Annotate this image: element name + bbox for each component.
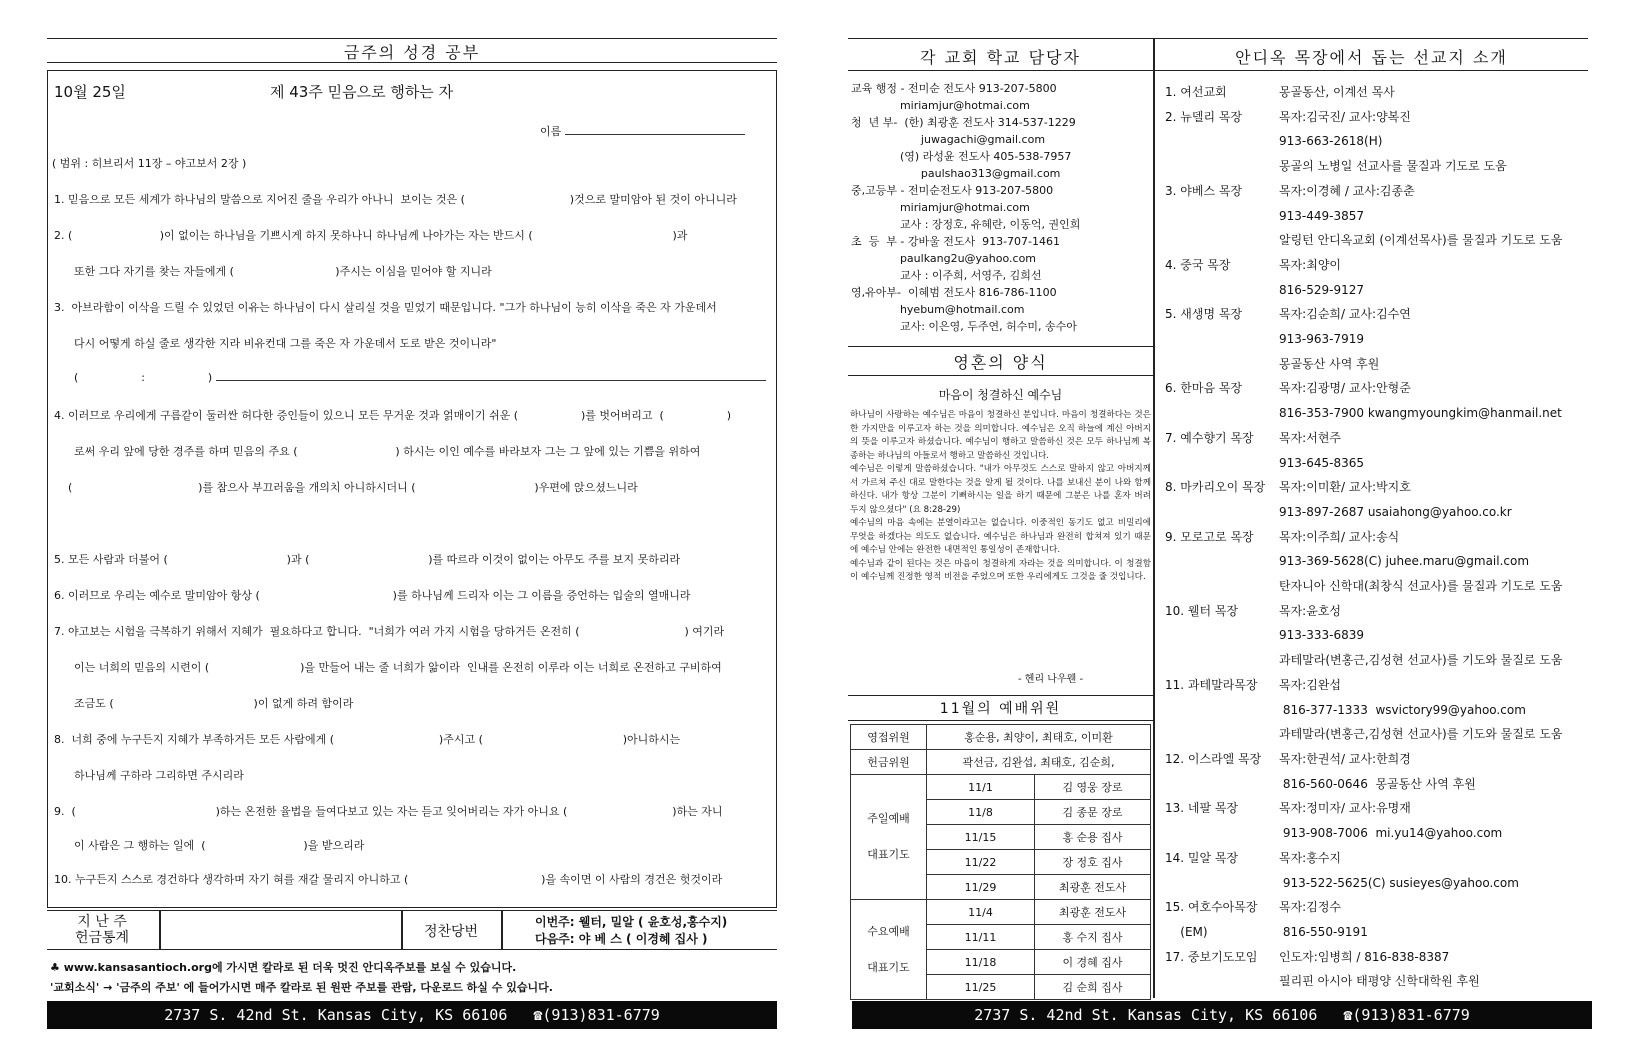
mission-detail: 목자:이주희/ 교사:송식 [1279,529,1400,544]
mission-item [1165,599,1585,624]
mission-detail: 913-369-5628(C) juhee.maru@gmail.com [1279,554,1530,569]
sunday-date: 11/8 [927,800,1035,825]
mission-item [1165,648,1585,673]
praise-duty-schedule [535,914,727,948]
mission-item [1165,673,1585,698]
mission-detail: 목자:이미환/ 교사:박지호 [1279,480,1411,495]
mission-item [1165,154,1585,179]
question-6: 6. 이러므로 우리는 예수로 말미암아 항상 ( )를 하나님께 드리자 이는 그 이름을 증언하는 입술의 열매니라 [54,589,691,602]
staff-line: paulkang2u@yahoo.com [851,252,1037,265]
meditation-paragraph: 예수님과 같이 된다는 것은 마음이 청결하게 자라는 것을 의미합니다. 이 청결함이 예수님께 진정한 영적 비전을 주었으며 또한 우리에게도 그것을 줄 것입니다. [850,558,1151,582]
meditation-rule [848,346,1153,347]
worship-rule [848,695,1153,696]
table-row [851,900,1151,925]
answer-line [216,380,766,381]
meditation-paragraph: 예수님은 이렇게 말씀하셨습니다. "내가 아무것도 스스로 말하지 않고 아버지께서 가르쳐 주신 대로 말한다는 것을 알게 될 것이다. 나를 보내신 분이 나와 함께 하신다. 내가 항상 그분이 기뻐하시는 일을 하기 때문에 그분은 나를 혼자 버려 두지 않으셨다" (요 8:28-29) [850,464,1151,515]
staff-line: paulshao313@gmail.com [851,167,1061,180]
lesson-date: 10월 25일 [54,83,126,101]
mission-item [1165,204,1585,229]
mission-detail: 몽골의 노병일 선교사를 물질과 기도로 도움 [1279,159,1507,174]
mission-group: 15. 여호수아목장 [1165,900,1258,915]
mission-group: 7. 예수향기 목장 [1165,430,1254,445]
wed-label-2: 대표기도 [867,960,910,974]
mission-detail: 알링턴 안디옥교회 (이계선목사)를 물질과 기도로 도움 [1279,233,1563,248]
mission-item [1165,623,1585,648]
offering-label [47,914,157,946]
offering-bar [47,910,777,950]
mission-detail: 913-449-3857 [1279,208,1365,223]
mission-detail: 913-645-8365 [1279,455,1365,470]
mission-group: 4. 중국 목장 [1165,257,1231,272]
mission-detail: 필리핀 아시아 태평양 신학대학원 후원 [1279,974,1480,989]
staff-title: 각 교회 학교 담당자 [920,48,1081,67]
question-8b: 하나님께 구하라 그리하면 주시리라 [74,769,244,782]
meditation-rule [848,375,1153,376]
mission-group: (EM) [1165,924,1208,939]
staff-list [851,80,1151,335]
meditation-subtitle: 마음이 청결하신 예수님 [938,388,1063,402]
question-5: 5. 모든 사람과 더불어 ( )과 ( )를 따르라 이것이 없이는 아무도 주를 보지 못하리라 [54,553,681,566]
wed-name: 김 순희 집사 [1035,975,1151,1000]
mission-detail: 목자:윤호성 [1279,603,1342,618]
scope: ( 범위 : 히브리서 11장 – 야고보서 2장 ) [52,157,247,170]
mission-group: 9. 모로고로 목장 [1165,529,1254,544]
footer-bar [852,1001,1592,1029]
top-rule [47,38,777,39]
this-week-duty: 이번주: 웰터, 밀알 ( 윤호성,홍수지) [535,915,728,929]
mission-detail: 816-529-9127 [1279,282,1365,297]
mission-item [1165,772,1585,797]
mission-detail: 목자:서현주 [1279,430,1342,445]
mission-detail: 목자:홍수지 [1279,850,1342,865]
mission-item [1165,871,1585,896]
mission-item [1165,105,1585,130]
mission-item [1165,253,1585,278]
mission-item [1165,278,1585,303]
sunday-date: 11/22 [927,850,1035,875]
staff-line: 청 년 부- (한) 최광훈 전도사 314-537-1229 [851,116,1076,129]
sunday-prayer-label [851,775,927,900]
top-rule [848,38,1588,39]
wed-label-1: 수요예배 [867,924,910,938]
mission-item [1165,895,1585,920]
mission-item [1165,401,1585,426]
mission-detail: 목자:한권석/ 교사:한희경 [1279,751,1411,766]
mission-group: 1. 여선교회 [1165,85,1227,99]
church-address: 2737 S. 42nd St. Kansas City, KS 66106 [164,1006,508,1024]
question-7b: 이는 너희의 믿음의 시련이 ( )을 만들어 내는 줄 너희가 앎이라 인내를 온전히 이루라 이는 너희로 온전하고 구비하여 [74,661,722,674]
mission-item [1165,80,1585,105]
bible-study-title: 금주의 성경 공부 [343,43,481,62]
question-7c: 조금도 ( )이 없게 하려 함이라 [74,697,354,710]
lesson-title: 제 43주 믿음으로 행하는 자 [270,83,454,101]
question-3c [74,371,766,384]
mission-group: 2. 뉴델리 목장 [1165,109,1243,124]
greeters-label: 영접위원 [851,725,927,750]
question-4b: 로써 우리 앞에 당한 경주를 하며 믿음의 주요 ( ) 하시는 이인 예수를 바라보자 그는 그 앞에 있는 기쁨을 위하여 [74,445,701,458]
worship-table [850,724,1151,1000]
mission-group: 17. 중보기도모임 [1165,949,1258,964]
wed-name: 최광훈 전도사 [1035,900,1151,925]
sunday-name: 홍 순용 집사 [1035,825,1151,850]
staff-rule [848,70,1153,71]
mission-item [1165,549,1585,574]
mission-item [1165,698,1585,723]
table-row [851,725,1151,750]
offering-label-2: 헌금통계 [74,930,130,946]
question-7a: 7. 야고보는 시험을 극복하기 위해서 지혜가 필요하다고 합니다. "너희가 여러 가지 시험을 당하거든 온전히 ( ) 여기라 [54,625,725,638]
staff-line: 교사 : 장정호, 유혜란, 이동억, 권인희 [851,218,1081,231]
mission-item [1165,129,1585,154]
mission-item [1165,574,1585,599]
table-row [851,775,1151,800]
staff-line: hyebum@hotmail.com [851,303,1025,316]
mission-group: 10. 웰터 목장 [1165,603,1239,618]
mission-detail: 탄자니아 신학대(최창식 선교사)를 물질과 기도로 도움 [1279,579,1563,594]
question-9b: 이 사람은 그 행하는 일에 ( )을 받으리라 [74,839,365,852]
mission-item [1165,920,1585,945]
mission-group: 3. 야베스 목장 [1165,183,1243,198]
wed-date: 11/25 [927,975,1035,1000]
name-field [540,123,745,139]
offering-committee-label: 헌금위원 [851,750,927,775]
church-phone: ☎(913)831-6779 [533,1006,660,1024]
mission-group: 8. 마카리오이 목장 [1165,480,1266,495]
mission-item [1165,376,1585,401]
church-phone: ☎(913)831-6779 [1343,1006,1470,1024]
sunday-date: 11/15 [927,825,1035,850]
divider [501,911,503,949]
sunday-date: 11/29 [927,875,1035,900]
sunday-name: 김 종문 장로 [1035,800,1151,825]
missions-rule [1155,70,1588,71]
mission-detail: 816-353-7900 kwangmyoungkim@hanmail.net [1279,406,1562,421]
verse-ref-blank: ( : ) [74,371,213,384]
mission-item [1165,426,1585,451]
mission-item [1165,821,1585,846]
mission-item [1165,302,1585,327]
mission-item [1165,500,1585,525]
mission-detail: 몽골동산, 이계선 목사 [1279,85,1395,99]
sunday-label-2: 대표기도 [867,848,910,861]
notice-line-2: '교회소식' → '금주의 주보' 에 들어가시면 매주 칼라로 된 원판 주보를 관람, 다운로드 하실 수 있습니다. [50,981,553,994]
staff-line: 교육 행정 - 전미순 전도사 913-207-5800 [851,82,1057,95]
question-3b: 다시 어떻게 하실 줄로 생각한 지라 비유컨대 그를 죽은 자 가운데서 도로 받은 것이니라" [74,337,497,350]
staff-line: juwagachi@gmail.com [851,133,1046,146]
name-label: 이름 [540,125,562,138]
mission-detail: 인도자:임병희 / 816-838-8387 [1279,949,1450,964]
wed-date: 11/4 [927,900,1035,925]
mission-item [1165,945,1585,970]
mission-item [1165,525,1585,550]
staff-line: 중,고등부 - 전미순전도사 913-207-5800 [851,184,1054,197]
mission-detail: 816-550-9191 [1279,924,1368,939]
mission-detail: 816-560-0646 몽골동산 사역 후원 [1279,776,1476,791]
mission-detail: 목자:정미자/ 교사:유명재 [1279,801,1411,816]
footer-bar [47,1001,777,1029]
website-notice [50,958,553,998]
mission-detail: 816-377-1333 wsvictory99@yahoo.com [1279,702,1526,717]
question-10: 10. 누구든지 스스로 경건하다 생각하며 자기 혀를 재갈 물리지 아니하고 ( )을 속이면 이 사람의 경건은 헛것이라 [54,873,723,886]
worship-rule [848,720,1153,721]
mission-group: 13. 네팔 목장 [1165,801,1239,816]
mission-item [1165,327,1585,352]
meditation-paragraph: 예수님의 마음 속에는 분열이라고는 없습니다. 이중적인 동기도 없고 비밀리에 무엇을 하겠다는 의도도 없습니다. 예수님은 하나님과 완전히 합쳐져 있기 때문에 예수님 안에는 완전한 내면적인 통일성이 존재합니다. [850,518,1151,555]
question-4a: 4. 이러므로 우리에게 구름같이 둘러싼 허다한 증인들이 있으니 모든 무거운 것과 얽매이기 쉬운 ( )를 벗어버리고 ( ) [54,409,732,422]
mission-detail: 913-333-6839 [1279,628,1365,643]
mission-detail: 목자:이경혜 / 교사:김종춘 [1279,183,1415,198]
title-rule [47,62,777,63]
mission-group: 12. 이스라엘 목장 [1165,751,1262,766]
bible-study-box [47,70,777,908]
meditation-body [850,409,1151,585]
offering-committee-names: 곽선금, 김완섭, 최태호, 김순희, [927,750,1151,775]
church-address: 2737 S. 42nd St. Kansas City, KS 66106 [974,1006,1318,1024]
mission-detail: 목자:김광명/ 교사:안형준 [1279,381,1411,396]
wednesday-prayer-label [851,900,927,1000]
staff-line: miriamjur@hotmai.com [851,201,1030,214]
staff-line: 교사 : 이주희, 서영주, 김희선 [851,269,1042,282]
question-2a: 2. ( )이 없이는 하나님을 기쁘시게 하지 못하나니 하나님께 나아가는 자는 반드시 ( )과 [54,229,688,242]
table-row [851,750,1151,775]
greeters-names: 홍순용, 최양이, 최태호, 이미환 [927,725,1151,750]
mission-group: 5. 새생명 목장 [1165,307,1243,322]
sunday-label-1: 주일예배 [867,812,910,825]
mission-detail: 913-897-2687 usaiahong@yahoo.co.kr [1279,504,1512,519]
mission-group: 14. 밀알 목장 [1165,850,1239,865]
mission-item [1165,969,1585,994]
mission-item [1165,352,1585,377]
question-1: 1. 믿음으로 모든 세계가 하나님의 말씀으로 지어진 줄을 우리가 아나니 보이는 것은 ( )것으로 말미암아 된 것이 아니니라 [54,193,737,206]
name-blank [565,134,745,135]
staff-line: 초 등 부 - 강바울 전도사 913-707-1461 [851,235,1060,248]
staff-line: 교사: 이은영, 두주연, 허수미, 송수아 [851,320,1077,333]
mission-detail: 913-522-5625(C) susieyes@yahoo.com [1279,875,1519,890]
mission-item [1165,228,1585,253]
sunday-name: 최광훈 전도사 [1035,875,1151,900]
mission-detail: 목자:김정수 [1279,900,1342,915]
mission-detail: 몽골동산 사역 후원 [1279,356,1380,371]
question-8a: 8. 너희 중에 누구든지 지혜가 부족하거든 모든 사람에게 ( )주시고 ( )아니하시는 [54,733,681,746]
meditation-title: 영혼의 양식 [953,353,1048,372]
mission-detail: 목자:최양이 [1279,257,1342,272]
mission-detail: 목자:김완섭 [1279,677,1342,692]
question-4c: ( )를 참으사 부끄러움을 개의치 아니하시더니 ( )우편에 앉으셨느니라 [68,481,638,494]
staff-line: miriamjur@hotmai.com [851,99,1030,112]
mission-group: 6. 한마음 목장 [1165,381,1243,396]
question-2b: 또한 그다 자기를 찾는 자들에게 ( )주시는 이심을 믿어야 할 지니라 [74,265,492,278]
notice-line-1: ♣ www.kansasantioch.org에 가시면 칼라로 된 더욱 멋진 안디옥주보를 보실 수 있습니다. [50,961,517,974]
wed-date: 11/18 [927,950,1035,975]
sunday-name: 김 영웅 장로 [1035,775,1151,800]
wed-name: 이 경혜 집사 [1035,950,1151,975]
question-9a: 9. ( )하는 온전한 율법을 들여다보고 있는 자는 듣고 잊어버리는 자가 아니요 ( )하는 자니 [54,805,723,818]
mission-item [1165,722,1585,747]
mission-detail: 과테말라(변홍근,김성현 선교사)를 기도와 물질로 도움 [1279,727,1563,742]
meditation-paragraph: 하나님이 사랑하는 예수님은 마음이 청결하신 분입니다. 마음이 청결하다는 것은 한 가지만을 이루고자 하는 것을 의미합니다. 예수님은 오직 하늘에 계신 아버지의 뜻을 이루고자 하셨습니다. 예수님이 행하고 말씀하신 것은 모두 하나님께 복종하는 하나님의 아들로서 행하고 말씀하신 것입니다. [850,410,1151,461]
worship-title: 11월의 예배위원 [939,701,1062,717]
mission-detail: 913-908-7006 mi.yu14@yahoo.com [1279,826,1503,841]
offering-label-1: 지 난 주 [77,914,127,930]
mission-detail: 913-963-7919 [1279,332,1365,347]
mission-group: 11. 과테말라목장 [1165,677,1258,692]
wed-name: 홍 수지 집사 [1035,925,1151,950]
mission-item [1165,846,1585,871]
praise-duty-label: 정찬당번 [423,924,479,940]
meditation-author: - 헨리 나우웬 - [1018,674,1084,685]
mission-item [1165,747,1585,772]
column-divider [1153,38,1155,998]
missions-title: 안디옥 목장에서 돕는 선교지 소개 [1235,48,1508,67]
mission-detail: 과테말라(변홍근,김성현 선교사)를 기도와 물질로 도움 [1279,653,1563,668]
sunday-date: 11/1 [927,775,1035,800]
question-3a: 3. 아브라함이 이삭을 드릴 수 있었던 이유는 하나님이 다시 살리실 것을 믿었기 때문입니다. "그가 하나님이 능히 이삭을 죽은 자 가운데서 [54,301,717,314]
missions-list [1165,80,1585,994]
wed-date: 11/11 [927,925,1035,950]
mission-detail: 목자:김국진/ 교사:양복진 [1279,109,1411,124]
mission-item [1165,179,1585,204]
staff-line: (영) 라성윤 전도사 405-538-7957 [851,150,1072,163]
divider [159,911,161,949]
mission-detail: 목자:김순희/ 교사:김수연 [1279,307,1411,322]
mission-detail: 913-663-2618(H) [1279,134,1383,149]
sunday-name: 장 정호 집사 [1035,850,1151,875]
staff-line: 영,유아부- 이혜범 전도사 816-786-1100 [851,286,1057,299]
mission-item [1165,475,1585,500]
mission-item [1165,796,1585,821]
next-week-duty: 다음주: 야 베 스 ( 이경혜 집사 ) [535,932,708,946]
mission-item [1165,451,1585,476]
